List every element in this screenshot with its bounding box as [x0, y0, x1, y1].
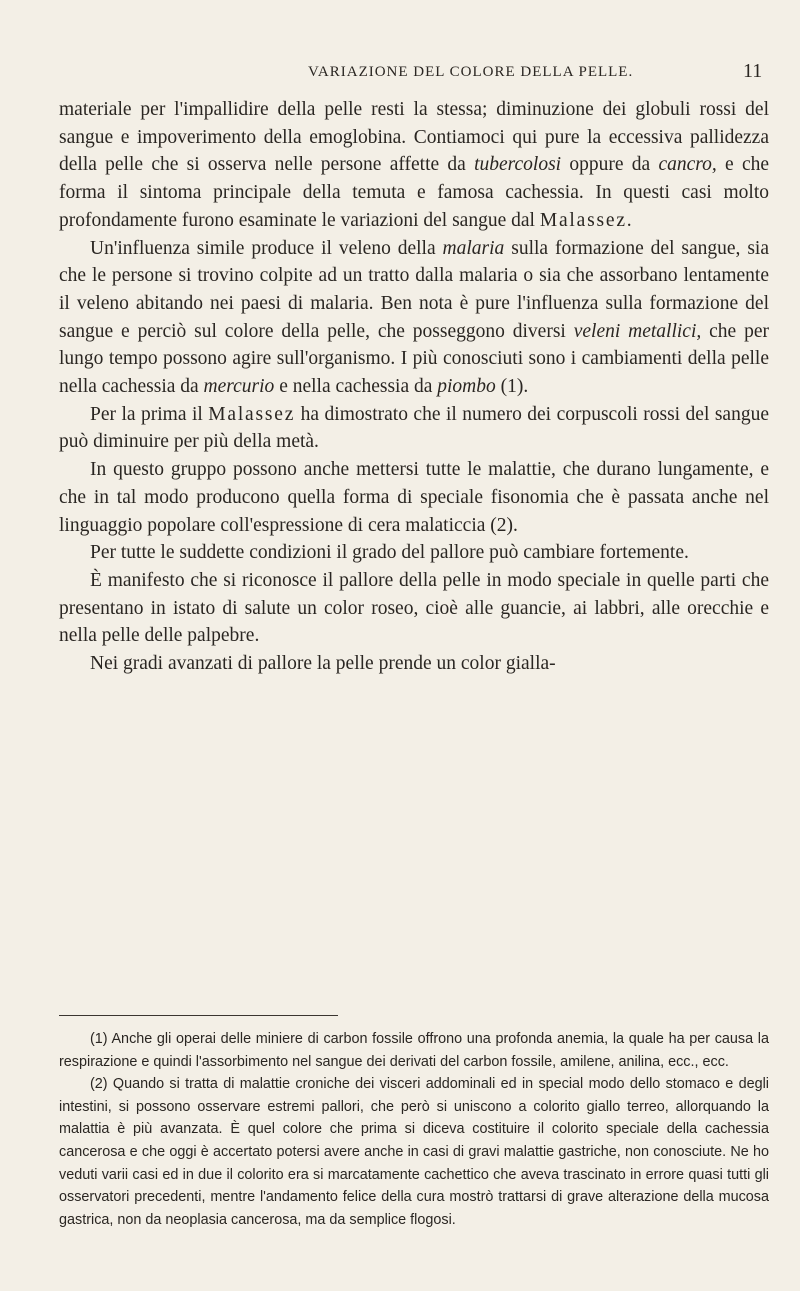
emphasis-veleni-metallici: veleni metallici, [573, 320, 702, 342]
body-text [59, 96, 769, 678]
text-run: Un'influenza simile produce il veleno della [90, 237, 443, 259]
paragraph-7: Nei gradi avanzati di pallore la pelle prende un color gialla- [90, 653, 556, 675]
text-run: e che forma il sintoma principale della temuta e famosa cachessia. In questi casi molto profondamente furono esaminate le variazioni del sangue dal [59, 154, 770, 231]
text-run: ha dimostrato che il numero dei corpuscoli rossi del sangue può diminuire per più della metà. [59, 403, 769, 453]
footnotes [59, 1028, 769, 1231]
author-name: Malassez [208, 403, 296, 425]
emphasis-piombo: piombo [437, 376, 496, 398]
emphasis-mercurio: mercurio [203, 376, 275, 398]
paragraph-6: È manifesto che si riconosce il pallore della pelle in modo speciale in quelle parti che presentano in istato di salute un color roseo, cioè alle guancie, ai labbri, alle orecchie e nella pelle delle palpebre. [59, 569, 769, 647]
text-run: materiale per l'impallidire della pelle resti la stessa; diminuzione dei globuli rossi del sangue e impoverimento della emoglobina. Contiamoci qui pure la eccessiva pallidezza della pelle che si osserva nelle persone affette da [59, 99, 769, 176]
footnote-1: (1) Anche gli operai delle miniere di carbon fossile offrono una profonda anemia, la quale ha per causa la respirazione e quindi l'assorbimento nel sangue dei derivati del carbon fossile, amilene, anilina, ecc., ecc. [59, 1031, 769, 1070]
paragraph-4: In questo gruppo possono anche mettersi tutte le malattie, che durano lungamente, e che in tal modo producono quella forma di speciale fisonomia che è passata anche nel linguaggio popolare coll'espressione di cera malaticcia (2). [59, 459, 769, 536]
running-title: VARIAZIONE DEL COLORE DELLA PELLE. [308, 64, 634, 80]
text-run: Per la prima il [90, 403, 209, 425]
footnote-2: (2) Quando si tratta di malattie croniche dei visceri addominali ed in special modo dello stomaco e degli intestini, si possono osservare estremi pallori, che però si uniscono a colorito giallo terreo, allorquando la malattia è più avanzata. È quel colore che prima si diceva costituire il colorito speciale della cachessia cancerosa e che oggi è accertato potersi avere anche in casi di gravi malattie gastriche, non conosciute. Ne ho veduti varii casi ed in due il colorito era si marcatamente cachettico che aveva trascinato in errore quasi tutti gli osservatori precedenti, mentre l'andamento felice della cura mostrò trattarsi di grave alterazione della mucosa gastrica, non da neoplasia cancerosa, ma da semplice flogosi. [59, 1076, 769, 1228]
paragraph-3 [59, 401, 769, 456]
text-run: che per lungo tempo possono agire sull'organismo. I più conosciuti sono i cambiamenti della pelle nella cachessia da [59, 320, 769, 398]
text-run: oppure da [561, 154, 659, 176]
running-head [0, 60, 800, 94]
paragraph-1 [59, 96, 769, 235]
paragraph-2 [59, 235, 769, 401]
author-name: Malassez. [539, 209, 634, 231]
emphasis-malaria: malaria [442, 237, 505, 259]
paragraph-5: Per tutte le suddette condizioni il grado del pallore può cambiare fortemente. [90, 542, 689, 564]
text-run: e nella cachessia da [274, 376, 438, 398]
footnote-divider [59, 1015, 338, 1016]
emphasis-cancro: cancro, [658, 154, 717, 176]
page-number: 11 [743, 60, 763, 82]
text-run: sulla formazione del sangue, sia che le persone si trovino colpite ad un tratto dalla malaria o sia che assorbano lentamente il veleno abitando nei paesi di malaria. Ben nota è pure l'influenza sulla formazione del sangue e perciò sul colore della pelle, che posseggono diversi [59, 237, 769, 342]
text-run: (1). [495, 376, 529, 398]
emphasis-tubercolosi: tubercolosi [474, 154, 562, 176]
